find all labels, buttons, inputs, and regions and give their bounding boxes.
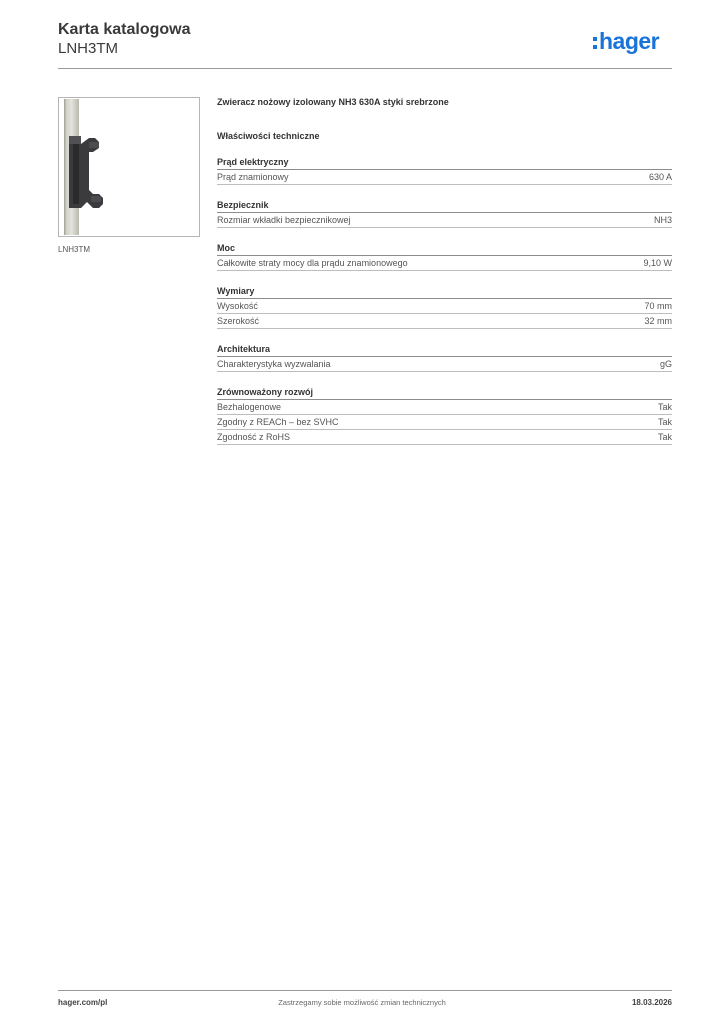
spec-value: Tak <box>657 417 672 427</box>
spec-label: Wysokość <box>217 301 258 311</box>
header-divider <box>58 68 672 69</box>
spec-content <box>217 96 672 445</box>
spec-row <box>217 213 672 228</box>
spec-value: Tak <box>657 402 672 412</box>
group-title: Architektura <box>217 343 672 357</box>
spec-row <box>217 170 672 185</box>
spec-row <box>217 400 672 415</box>
hager-logo[interactable] <box>593 26 675 56</box>
product-code: LNH3TM <box>58 40 119 57</box>
spec-row <box>217 314 672 329</box>
footer-date: 18.03.2026 <box>631 998 672 1007</box>
image-caption: LNH3TM <box>58 245 91 254</box>
group-title: Prąd elektryczny <box>217 156 672 170</box>
product-image <box>58 97 200 237</box>
spec-value: 70 mm <box>644 301 672 311</box>
spec-group-architecture <box>217 343 672 372</box>
spec-group-dimensions <box>217 285 672 329</box>
spec-value: gG <box>659 359 672 369</box>
document-title: Karta katalogowa <box>58 21 191 38</box>
spec-heading: Właściwości techniczne <box>217 131 320 141</box>
spec-row <box>217 299 672 314</box>
spec-group-fuse <box>217 199 672 228</box>
fuse-link-illustration <box>59 98 199 236</box>
footer-website-link[interactable]: hager.com/pl <box>58 998 108 1007</box>
group-title: Moc <box>217 242 672 256</box>
group-title: Bezpiecznik <box>217 199 672 213</box>
spec-value: 32 mm <box>644 316 672 326</box>
footer-disclaimer: Zastrzegamy sobie możliwość zmian technicznych <box>278 998 446 1007</box>
spec-value: 9,10 W <box>643 258 672 268</box>
spec-row <box>217 415 672 430</box>
group-title: Wymiary <box>217 285 672 299</box>
spec-value: 630 A <box>648 172 672 182</box>
spec-row <box>217 430 672 445</box>
spec-label: Zgodny z REACh – bez SVHC <box>217 417 339 427</box>
spec-label: Szerokość <box>217 316 260 326</box>
spec-label: Charakterystyka wyzwalania <box>217 359 331 369</box>
product-name: Zwieracz nożowy izolowany NH3 630A styki srebrzone <box>217 97 449 107</box>
spec-label: Rozmiar wkładki bezpiecznikowej <box>217 215 351 225</box>
logo-text: hager <box>599 28 660 54</box>
spec-group-sustainability <box>217 386 672 445</box>
spec-label: Prąd znamionowy <box>217 172 289 182</box>
spec-label: Całkowite straty mocy dla prądu znamionowego <box>217 258 408 268</box>
footer-divider <box>58 990 672 991</box>
spec-group-current <box>217 156 672 185</box>
spec-label: Zgodność z RoHS <box>217 432 291 442</box>
spec-value: Tak <box>657 432 672 442</box>
hager-logo-icon <box>593 26 675 56</box>
spec-row <box>217 357 672 372</box>
spec-label: Bezhalogenowe <box>217 402 282 412</box>
spec-value: NH3 <box>653 215 672 225</box>
spec-group-power <box>217 242 672 271</box>
group-title: Zrównoważony rozwój <box>217 386 672 400</box>
spec-row <box>217 256 672 271</box>
